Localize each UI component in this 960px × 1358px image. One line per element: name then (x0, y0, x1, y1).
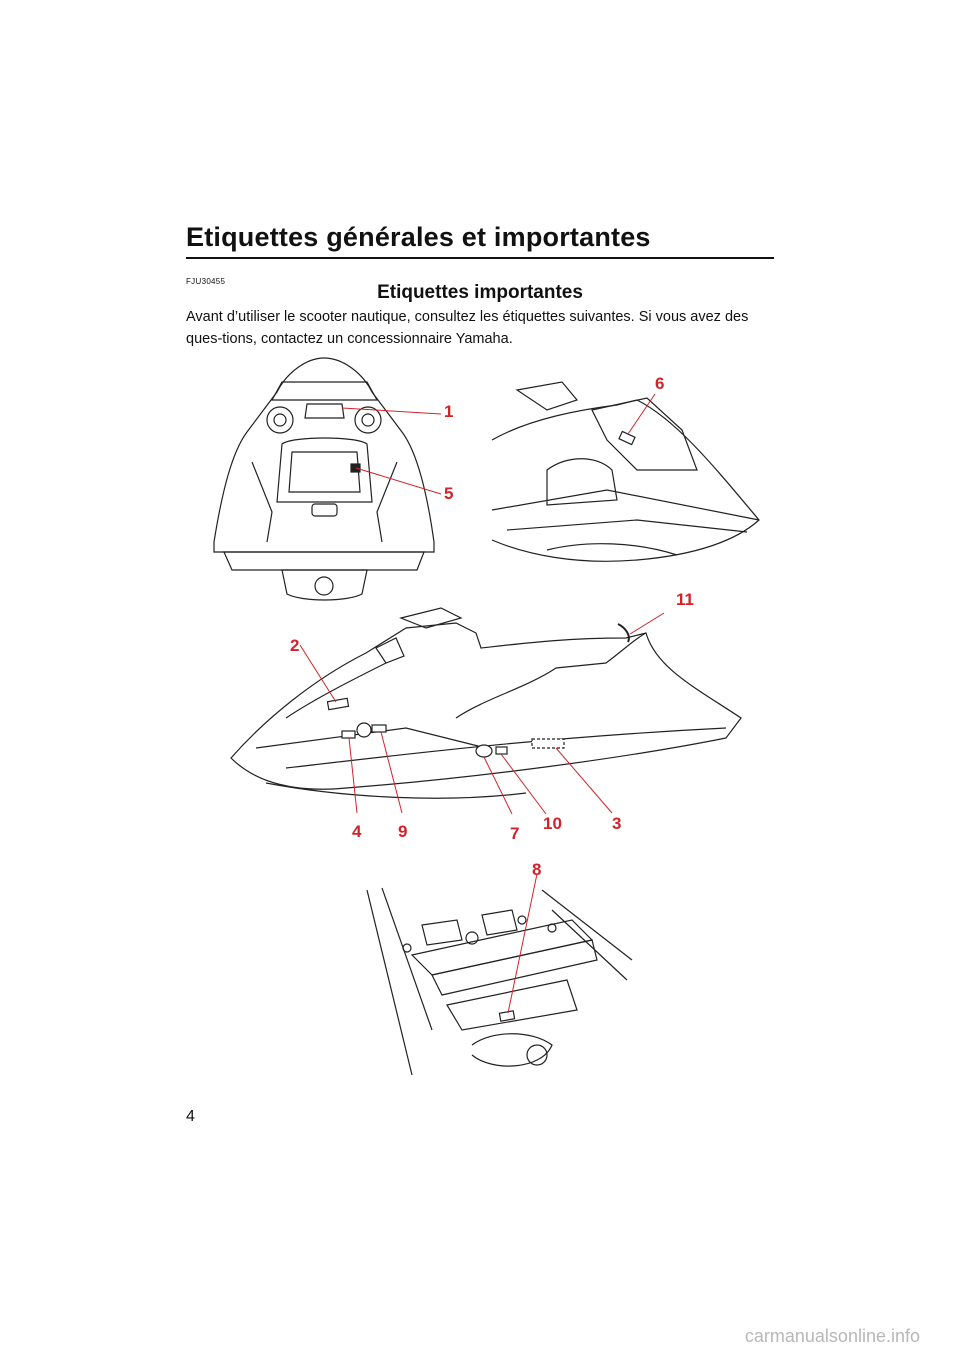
callout-10: 10 (543, 814, 562, 833)
callout-1: 1 (444, 402, 454, 421)
callout-2: 2 (290, 636, 300, 655)
callout-5: 5 (444, 484, 454, 503)
page-header (186, 222, 774, 259)
callout-4: 4 (352, 822, 362, 841)
callout-8: 8 (532, 860, 542, 879)
callout-3: 3 (612, 814, 622, 833)
page-title: Etiquettes générales et importantes (186, 222, 651, 252)
watermark: carmanualsonline.info (744, 1326, 920, 1346)
figure-side-view (226, 608, 746, 816)
header-rule (186, 257, 774, 259)
figure-front-side-view (487, 370, 762, 580)
figure-storage-compartment (352, 880, 634, 1080)
section-title: Etiquettes importantes (377, 282, 583, 303)
callout-11: 11 (676, 590, 694, 609)
intro-paragraph: Avant d’utiliser le scooter nautique, consultez les étiquettes suivantes. Si vous avez des ques-tions, contactez un concessionnaire Yamaha. (186, 309, 749, 347)
section-code: FJU30455 (186, 277, 226, 286)
figure-rear-top-view (212, 352, 437, 604)
page-number: 4 (186, 1108, 195, 1125)
callout-9: 9 (398, 822, 408, 841)
callout-6: 6 (655, 374, 665, 393)
callout-7: 7 (510, 824, 520, 843)
